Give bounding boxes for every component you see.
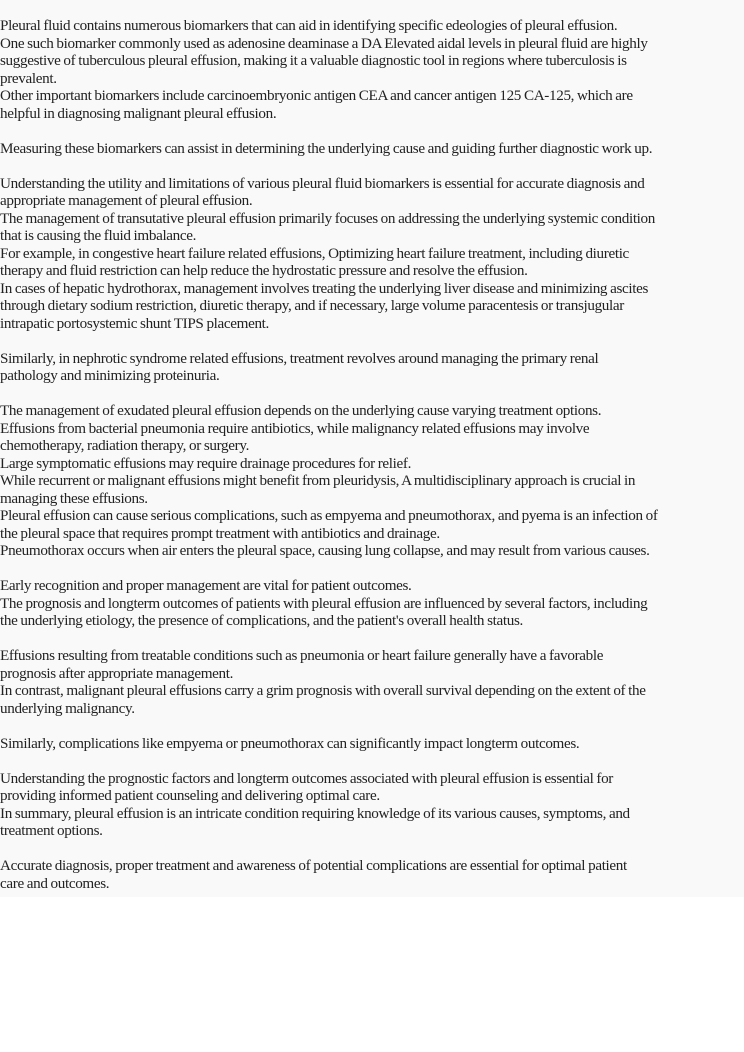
blank-line (0, 752, 742, 770)
text-line: appropriate management of pleural effusion. (0, 192, 253, 209)
text-line: Measuring these biomarkers can assist in determining the underlying cause and guiding further diagnostic work up. (0, 139, 653, 157)
text-line: suggestive of tuberculous pleural effusion, making it a valuable diagnostic tool in regions where tuberculosis is (0, 52, 627, 69)
text-line: For example, in congestive heart failure related effusions, Optimizing heart failure treatment, including diuretic (0, 244, 629, 262)
text-line: Similarly, complications like empyema or pneumothorax can significantly impact longterm outcomes. (0, 734, 580, 752)
text-line: Similarly, in nephrotic syndrome related effusions, treatment revolves around managing the primary renal (0, 349, 599, 367)
text-line: While recurrent or malignant effusions might benefit from pleuridysis, A multidisciplinary approach is crucial in (0, 472, 636, 489)
blank-line (0, 840, 742, 858)
text-line: the pleural space that requires prompt treatment with antibiotics and drainage. (0, 524, 440, 542)
text-line: prognosis after appropriate management. (0, 664, 234, 682)
text-line: Understanding the utility and limitations of various pleural fluid biomarkers is essential for accurate diagnosis and (0, 174, 645, 192)
text-line: therapy and fluid restriction can help reduce the hydrostatic pressure and resolve the effusion. (0, 262, 528, 279)
text-line: providing informed patient counseling and delivering optimal care. (0, 787, 380, 804)
text-line: Effusions resulting from treatable conditions such as pneumonia or heart failure generally have a favorable (0, 647, 604, 664)
blank-line (0, 630, 742, 648)
text-line: In contrast, malignant pleural effusions carry a grim prognosis with overall survival depending on the extent of the (0, 682, 646, 699)
text-line: Effusions from bacterial pneumonia require antibiotics, while malignancy related effusions may involve (0, 419, 590, 437)
text-line: Other important biomarkers include carcinoembryonic antigen CEA and cancer antigen 125 CA-125, which are (0, 87, 633, 104)
text-line: intrapatic portosystemic shunt TIPS placement. (0, 314, 269, 332)
text-line: prevalent. (0, 69, 57, 87)
blank-line (0, 717, 742, 735)
text-line: In cases of hepatic hydrothorax, management involves treating the underlying liver disease and minimizing ascites (0, 279, 649, 297)
text-line: Large symptomatic effusions may require drainage procedures for relief. (0, 454, 412, 472)
text-line: Pneumothorax occurs when air enters the pleural space, causing lung collapse, and may result from various causes. (0, 542, 650, 559)
text-line: managing these effusions. (0, 489, 148, 507)
text-line: Understanding the prognostic factors and longterm outcomes associated with pleural effusion is essential for (0, 769, 614, 787)
text-line: underlying malignancy. (0, 699, 135, 717)
text-line: the underlying etiology, the presence of complications, and the patient's overall health status. (0, 612, 523, 629)
text-line: The management of exudated pleural effusion depends on the underlying cause varying treatment options. (0, 402, 602, 419)
text-line: treatment options. (0, 822, 103, 839)
text-line: Pleural effusion can cause serious complications, such as empyema and pneumothorax, and pyema is an infection of (0, 507, 658, 524)
text-line: Pleural fluid contains numerous biomarkers that can aid in identifying specific edeologies of pleural effusion. (0, 17, 618, 34)
text-line: In summary, pleural effusion is an intricate condition requiring knowledge of its various causes, symptoms, and (0, 804, 630, 822)
text-line: pathology and minimizing proteinuria. (0, 367, 220, 384)
blank-line (0, 157, 742, 175)
text-line: that is causing the fluid imbalance. (0, 227, 197, 244)
blank-line (0, 332, 742, 350)
text-line: One such biomarker commonly used as adenosine deaminase a DA Elevated aidal levels in pleural fluid are highly (0, 34, 648, 52)
text-line: Early recognition and proper management are vital for patient outcomes. (0, 577, 412, 594)
text-line: The prognosis and longterm outcomes of patients with pleural effusion are influenced by several factors, including (0, 594, 648, 612)
text-line: care and outcomes. (0, 874, 110, 892)
text-line: Accurate diagnosis, proper treatment and awareness of potential complications are essential for optimal patient (0, 857, 627, 874)
blank-line (0, 122, 742, 140)
text-line: through dietary sodium restriction, diuretic therapy, and if necessary, large volume paracentesis or transjugular (0, 297, 624, 314)
text-line: The management of transutative pleural effusion primarily focuses on addressing the underlying systemic condition (0, 209, 656, 227)
text-line: chemotherapy, radiation therapy, or surgery. (0, 437, 250, 454)
blank-line (0, 385, 742, 403)
blank-line (0, 560, 742, 578)
text-line: helpful in diagnosing malignant pleural effusion. (0, 104, 277, 122)
